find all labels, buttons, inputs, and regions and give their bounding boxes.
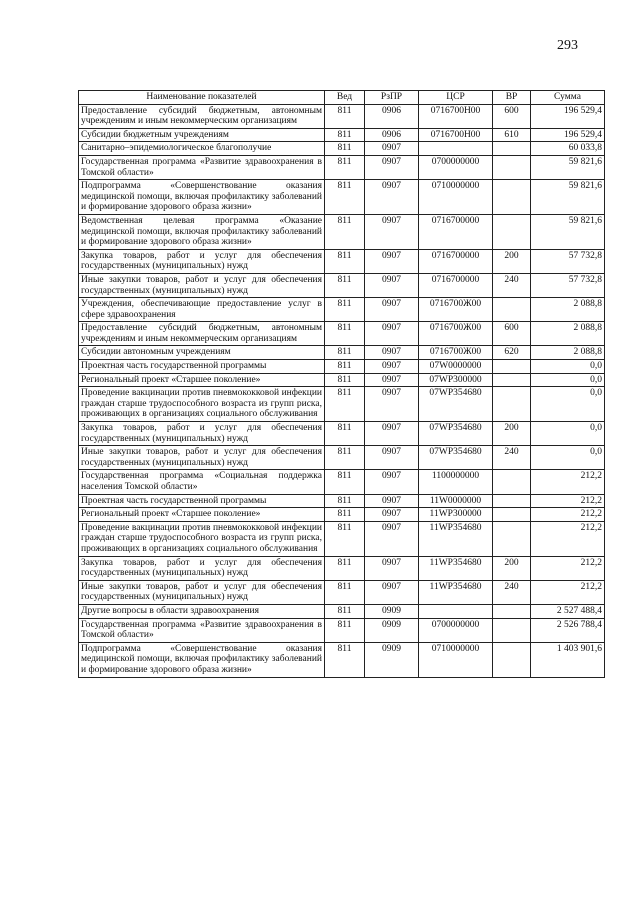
- table-row: [79, 360, 605, 374]
- row-csr: 0716700000: [419, 214, 493, 249]
- row-rzpr: 0909: [365, 604, 419, 618]
- table-row: [79, 556, 605, 580]
- row-ved: 811: [325, 142, 365, 156]
- row-rzpr: 0907: [365, 273, 419, 297]
- header-sum: Сумма: [531, 91, 605, 105]
- row-csr: 0710000000: [419, 180, 493, 215]
- row-csr: 0716700Ж00: [419, 322, 493, 346]
- row-ved: 811: [325, 556, 365, 580]
- row-name: Иные закупки товаров, работ и услуг для обеспечения государственных (муниципальных) нужд: [79, 580, 325, 604]
- row-sum: 2 088,8: [531, 346, 605, 360]
- row-csr: 0716700000: [419, 249, 493, 273]
- row-ved: 811: [325, 104, 365, 128]
- row-name: Предоставление субсидий бюджетным, автономным учреждениям и иным некоммерческим организациям: [79, 104, 325, 128]
- table-row: [79, 249, 605, 273]
- header-name: Наименование показателей: [79, 91, 325, 105]
- row-csr: [419, 604, 493, 618]
- row-sum: 196 529,4: [531, 128, 605, 142]
- row-rzpr: 0907: [365, 556, 419, 580]
- row-name: Региональный проект «Старшее поколение»: [79, 508, 325, 522]
- row-name: Закупка товаров, работ и услуг для обеспечения государственных (муниципальных) нужд: [79, 249, 325, 273]
- row-ved: 811: [325, 618, 365, 642]
- row-vr: [493, 142, 531, 156]
- row-sum: 2 526 788,4: [531, 618, 605, 642]
- row-rzpr: 0907: [365, 494, 419, 508]
- table-row: [79, 508, 605, 522]
- row-ved: 811: [325, 322, 365, 346]
- row-rzpr: 0907: [365, 521, 419, 556]
- header-rzpr: РзПР: [365, 91, 419, 105]
- row-name: Ведомственная целевая программа «Оказание медицинской помощи, включая профилактику заболеваний и формирование здорового образа жизни»: [79, 214, 325, 249]
- row-rzpr: 0907: [365, 155, 419, 179]
- row-sum: 212,2: [531, 580, 605, 604]
- row-vr: 610: [493, 128, 531, 142]
- table-row: [79, 618, 605, 642]
- table-row: [79, 604, 605, 618]
- row-csr: 11W0000000: [419, 494, 493, 508]
- row-csr: 07WP354680: [419, 422, 493, 446]
- row-name: Другие вопросы в области здравоохранения: [79, 604, 325, 618]
- row-csr: 0710000000: [419, 642, 493, 677]
- row-name: Субсидии бюджетным учреждениям: [79, 128, 325, 142]
- row-ved: 811: [325, 155, 365, 179]
- table-row: [79, 346, 605, 360]
- row-ved: 811: [325, 249, 365, 273]
- row-rzpr: 0907: [365, 422, 419, 446]
- row-rzpr: 0907: [365, 346, 419, 360]
- row-vr: 240: [493, 446, 531, 470]
- row-vr: [493, 604, 531, 618]
- header-vr: ВР: [493, 91, 531, 105]
- row-sum: 0,0: [531, 387, 605, 422]
- row-sum: 0,0: [531, 422, 605, 446]
- row-sum: 60 033,8: [531, 142, 605, 156]
- row-name: Учреждения, обеспечивающие предоставление услуг в сфере здравоохранения: [79, 298, 325, 322]
- row-vr: 200: [493, 556, 531, 580]
- table-row: [79, 155, 605, 179]
- row-vr: [493, 521, 531, 556]
- row-name: Государственная программа «Развитие здравоохранения в Томской области»: [79, 155, 325, 179]
- table-row: [79, 273, 605, 297]
- row-sum: 212,2: [531, 494, 605, 508]
- row-name: Предоставление субсидий бюджетным, автономным учреждениям и иным некоммерческим организациям: [79, 322, 325, 346]
- row-name: Субсидии автономным учреждениям: [79, 346, 325, 360]
- row-ved: 811: [325, 214, 365, 249]
- row-vr: [493, 298, 531, 322]
- row-ved: 811: [325, 273, 365, 297]
- table-row: [79, 373, 605, 387]
- row-rzpr: 0907: [365, 180, 419, 215]
- row-csr: 11WP300000: [419, 508, 493, 522]
- table-body: [79, 104, 605, 677]
- row-name: Закупка товаров, работ и услуг для обеспечения государственных (муниципальных) нужд: [79, 556, 325, 580]
- row-ved: 811: [325, 387, 365, 422]
- row-ved: 811: [325, 446, 365, 470]
- row-name: Закупка товаров, работ и услуг для обеспечения государственных (муниципальных) нужд: [79, 422, 325, 446]
- row-ved: 811: [325, 422, 365, 446]
- row-sum: 57 732,8: [531, 273, 605, 297]
- table-row: [79, 470, 605, 494]
- row-csr: 07WP354680: [419, 387, 493, 422]
- table-row: [79, 387, 605, 422]
- row-sum: 2 527 488,4: [531, 604, 605, 618]
- row-name: Подпрограмма «Совершенствование оказания медицинской помощи, включая профилактику заболеваний и формирование здорового образа жизни»: [79, 642, 325, 677]
- row-vr: 240: [493, 273, 531, 297]
- row-ved: 811: [325, 470, 365, 494]
- row-sum: 57 732,8: [531, 249, 605, 273]
- row-sum: 2 088,8: [531, 298, 605, 322]
- row-ved: 811: [325, 521, 365, 556]
- row-rzpr: 0907: [365, 360, 419, 374]
- row-csr: [419, 142, 493, 156]
- row-rzpr: 0907: [365, 298, 419, 322]
- row-vr: [493, 360, 531, 374]
- row-csr: 0716700Ж00: [419, 298, 493, 322]
- row-rzpr: 0909: [365, 642, 419, 677]
- header-ved: Вед: [325, 91, 365, 105]
- table-row: [79, 422, 605, 446]
- row-vr: [493, 373, 531, 387]
- row-vr: [493, 180, 531, 215]
- table-row: [79, 128, 605, 142]
- row-sum: 59 821,6: [531, 155, 605, 179]
- row-ved: 811: [325, 604, 365, 618]
- header-row: [79, 91, 605, 105]
- row-sum: 212,2: [531, 556, 605, 580]
- row-vr: 240: [493, 580, 531, 604]
- table-header: [79, 91, 605, 105]
- row-csr: 07WP300000: [419, 373, 493, 387]
- row-ved: 811: [325, 642, 365, 677]
- row-ved: 811: [325, 128, 365, 142]
- row-sum: 212,2: [531, 470, 605, 494]
- row-name: Государственная программа «Социальная поддержка населения Томской области»: [79, 470, 325, 494]
- row-sum: 2 088,8: [531, 322, 605, 346]
- row-rzpr: 0907: [365, 322, 419, 346]
- row-vr: [493, 214, 531, 249]
- row-name: Проведение вакцинации против пневмококковой инфекции граждан старше трудоспособного возраста из групп риска, проживающих в организациях социального обслуживания: [79, 387, 325, 422]
- table-row: [79, 494, 605, 508]
- row-name: Иные закупки товаров, работ и услуг для обеспечения государственных (муниципальных) нужд: [79, 446, 325, 470]
- budget-table: [78, 90, 605, 678]
- row-sum: 212,2: [531, 521, 605, 556]
- row-rzpr: 0907: [365, 249, 419, 273]
- row-sum: 0,0: [531, 373, 605, 387]
- row-csr: 0716700Н00: [419, 128, 493, 142]
- row-sum: 59 821,6: [531, 180, 605, 215]
- row-rzpr: 0907: [365, 214, 419, 249]
- row-rzpr: 0906: [365, 104, 419, 128]
- row-vr: [493, 387, 531, 422]
- row-vr: 200: [493, 249, 531, 273]
- row-vr: [493, 618, 531, 642]
- row-ved: 811: [325, 346, 365, 360]
- row-rzpr: 0907: [365, 373, 419, 387]
- table-row: [79, 214, 605, 249]
- row-name: Подпрограмма «Совершенствование оказания медицинской помощи, включая профилактику заболеваний и формирование здорового образа жизни»: [79, 180, 325, 215]
- row-vr: 620: [493, 346, 531, 360]
- row-ved: 811: [325, 360, 365, 374]
- row-csr: 11WP354680: [419, 521, 493, 556]
- row-vr: [493, 155, 531, 179]
- table-row: [79, 180, 605, 215]
- row-name: Государственная программа «Развитие здравоохранения в Томской области»: [79, 618, 325, 642]
- row-sum: 212,2: [531, 508, 605, 522]
- table-row: [79, 104, 605, 128]
- row-rzpr: 0909: [365, 618, 419, 642]
- row-rzpr: 0907: [365, 470, 419, 494]
- row-name: Проектная часть государственной программы: [79, 494, 325, 508]
- row-sum: 0,0: [531, 446, 605, 470]
- table-row: [79, 142, 605, 156]
- row-name: Иные закупки товаров, работ и услуг для обеспечения государственных (муниципальных) нужд: [79, 273, 325, 297]
- row-rzpr: 0907: [365, 580, 419, 604]
- row-vr: [493, 470, 531, 494]
- table-row: [79, 580, 605, 604]
- header-csr: ЦСР: [419, 91, 493, 105]
- row-vr: 600: [493, 104, 531, 128]
- row-ved: 811: [325, 298, 365, 322]
- row-name: Проведение вакцинации против пневмококковой инфекции граждан старше трудоспособного возраста из групп риска, проживающих в организациях социального обслуживания: [79, 521, 325, 556]
- row-csr: 0716700000: [419, 273, 493, 297]
- row-csr: 1100000000: [419, 470, 493, 494]
- row-ved: 811: [325, 373, 365, 387]
- row-name: Санитарно–эпидемиологическое благополучие: [79, 142, 325, 156]
- table-row: [79, 521, 605, 556]
- row-ved: 811: [325, 494, 365, 508]
- row-vr: [493, 508, 531, 522]
- row-rzpr: 0907: [365, 142, 419, 156]
- table-row: [79, 298, 605, 322]
- page-number: 293: [557, 38, 578, 53]
- row-csr: 0700000000: [419, 618, 493, 642]
- row-csr: 0716700Ж00: [419, 346, 493, 360]
- row-name: Проектная часть государственной программы: [79, 360, 325, 374]
- row-sum: 0,0: [531, 360, 605, 374]
- row-vr: [493, 642, 531, 677]
- row-rzpr: 0907: [365, 446, 419, 470]
- row-csr: 11WP354680: [419, 556, 493, 580]
- row-rzpr: 0907: [365, 508, 419, 522]
- row-sum: 196 529,4: [531, 104, 605, 128]
- row-csr: 07W0000000: [419, 360, 493, 374]
- row-vr: 600: [493, 322, 531, 346]
- row-rzpr: 0907: [365, 387, 419, 422]
- row-ved: 811: [325, 508, 365, 522]
- row-ved: 811: [325, 580, 365, 604]
- row-csr: 11WP354680: [419, 580, 493, 604]
- row-sum: 1 403 901,6: [531, 642, 605, 677]
- row-csr: 0700000000: [419, 155, 493, 179]
- row-ved: 811: [325, 180, 365, 215]
- table-row: [79, 642, 605, 677]
- row-csr: 07WP354680: [419, 446, 493, 470]
- row-vr: 200: [493, 422, 531, 446]
- row-csr: 0716700Н00: [419, 104, 493, 128]
- table-row: [79, 322, 605, 346]
- table-row: [79, 446, 605, 470]
- row-rzpr: 0906: [365, 128, 419, 142]
- row-vr: [493, 494, 531, 508]
- row-name: Региональный проект «Старшее поколение»: [79, 373, 325, 387]
- row-sum: 59 821,6: [531, 214, 605, 249]
